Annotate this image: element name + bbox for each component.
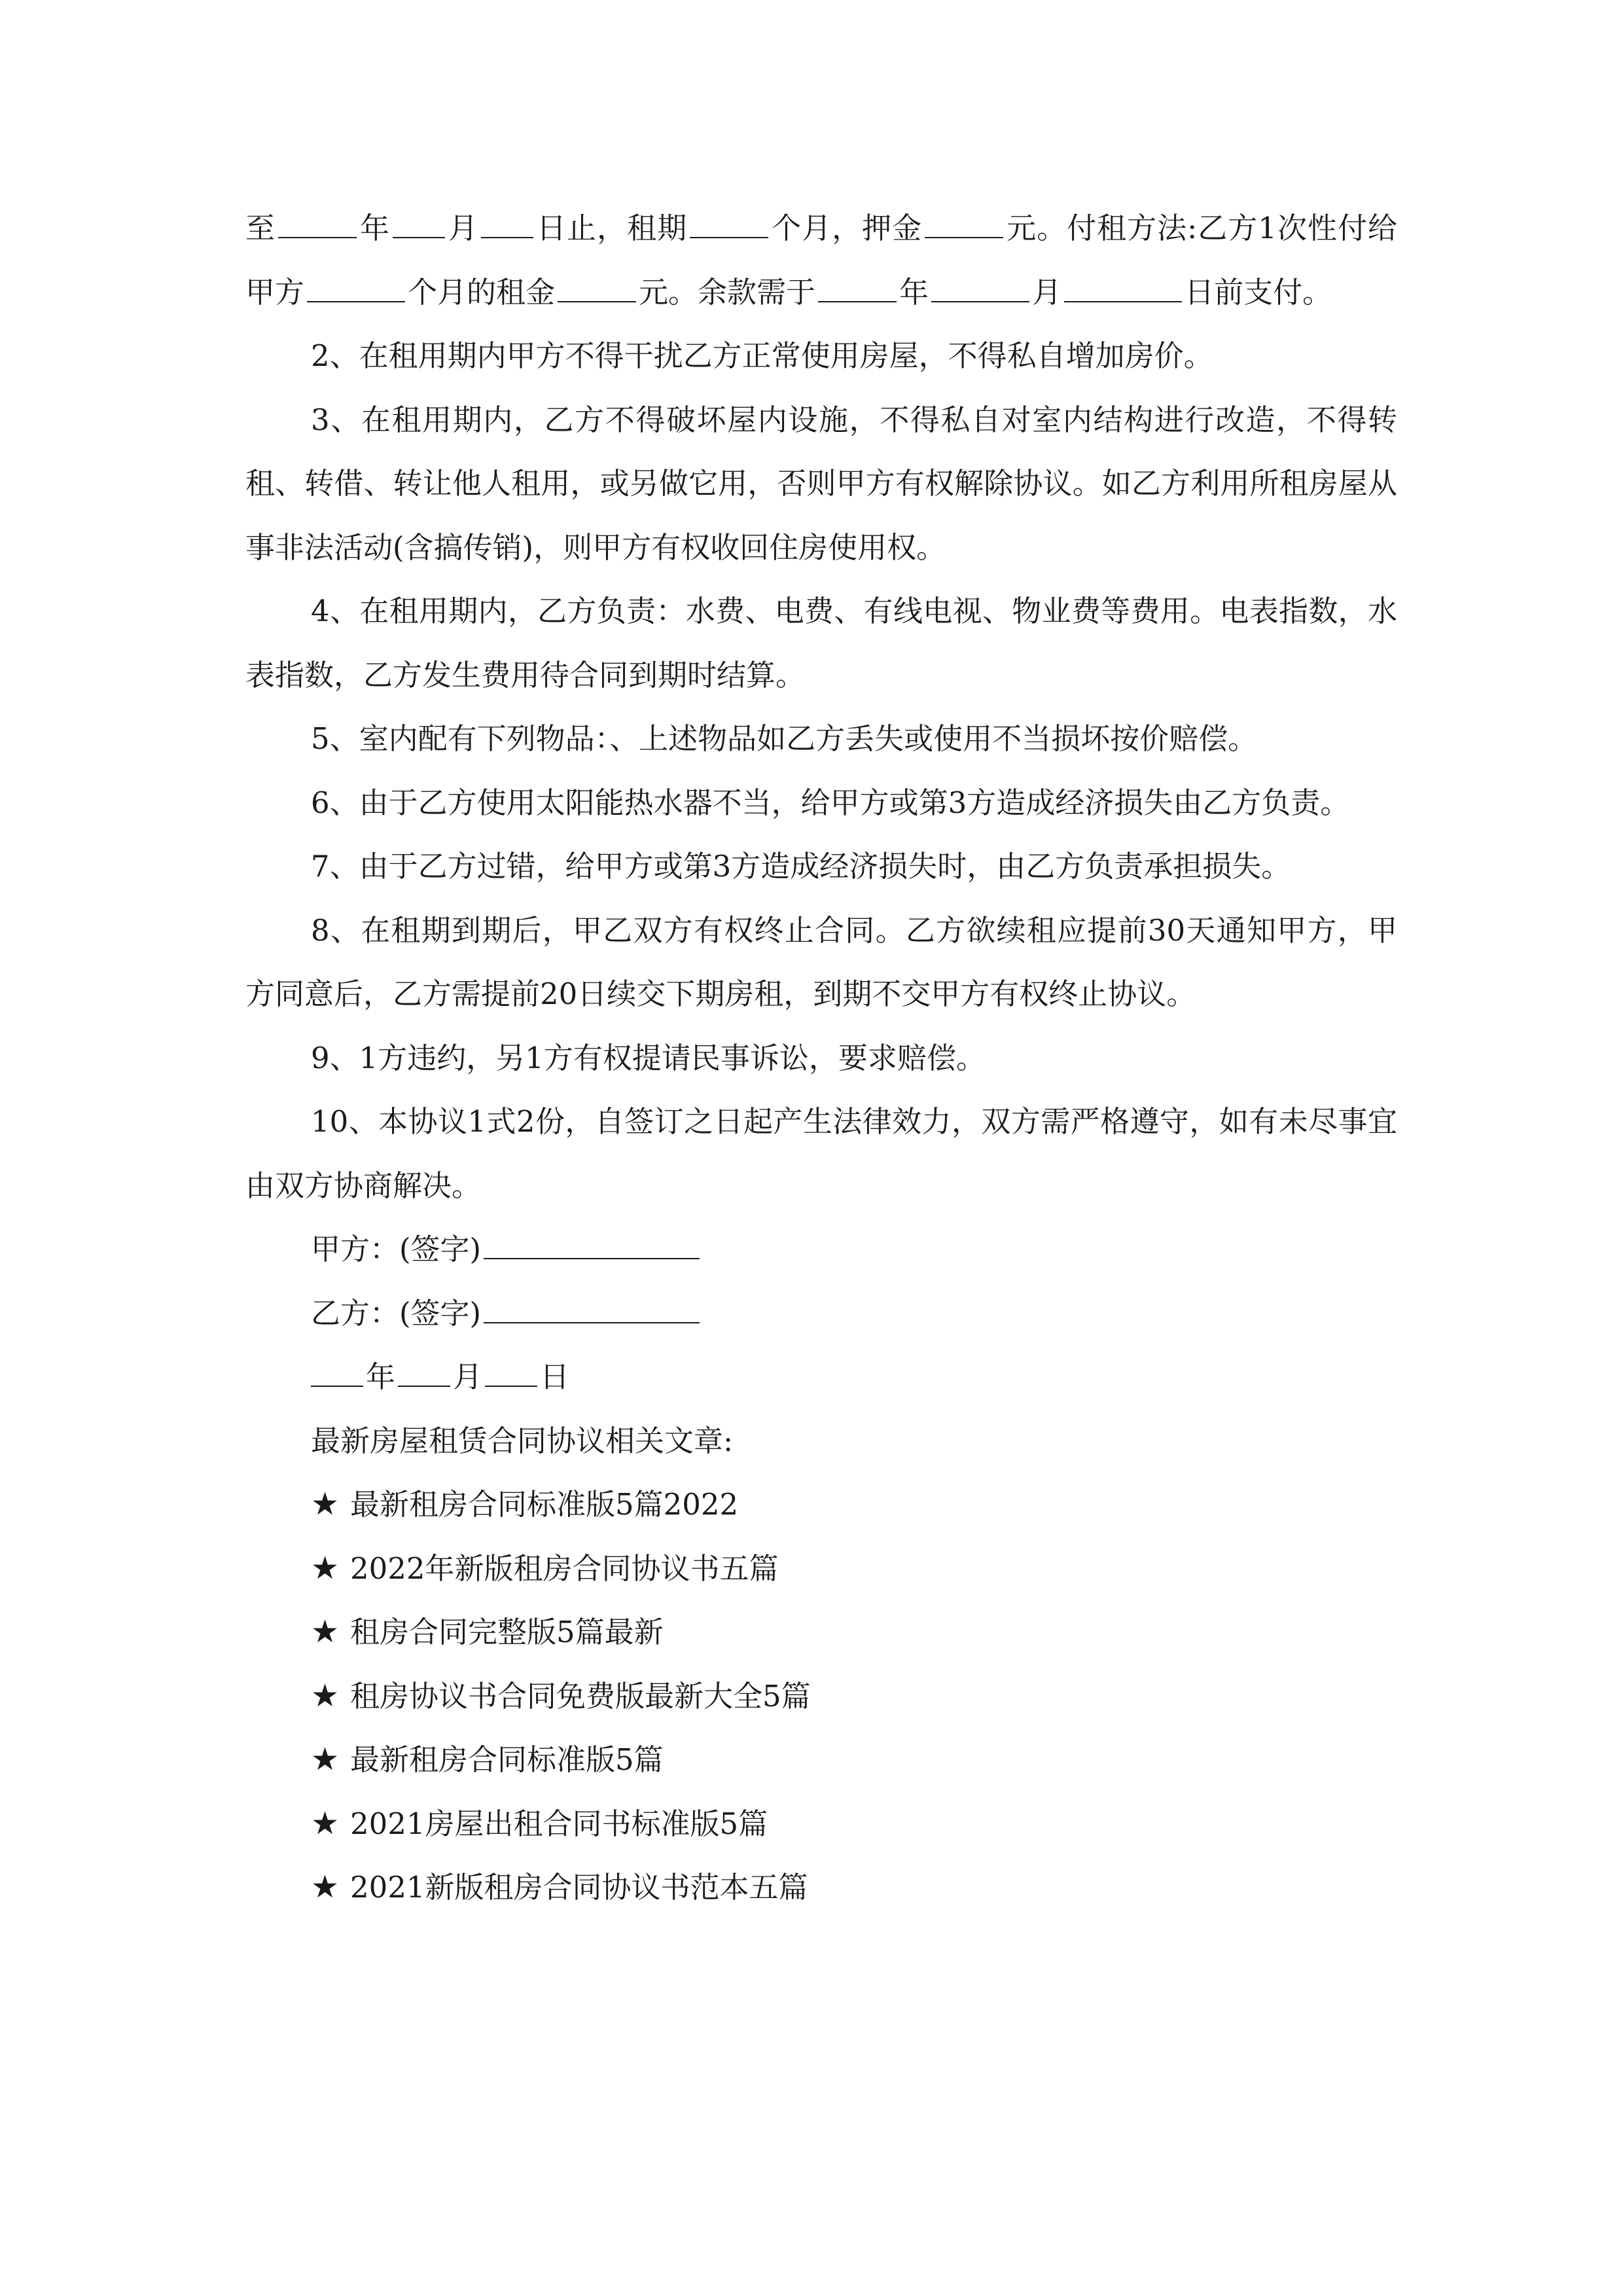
related-article-title[interactable]: 最新租房合同标准版5篇 — [350, 1742, 664, 1777]
text-segment: 个月的租金 — [408, 274, 556, 310]
related-article-link[interactable] — [245, 1537, 1397, 1601]
related-article-link[interactable] — [245, 1600, 1397, 1664]
year-blank — [278, 211, 357, 238]
related-articles-title: 最新房屋租赁合同协议相关文章: — [311, 1423, 734, 1458]
star-icon: ★ — [311, 1486, 340, 1522]
related-article-link[interactable] — [245, 1473, 1397, 1537]
clause-4: 4、在租用期内，乙方负责：水费、电费、有线电视、物业费等费用。电表指数，水表指数，乙方发生费用待合同到期时结算。 — [245, 594, 1397, 692]
party-b-signature — [245, 1282, 1397, 1346]
clause-3: 3、在租用期内，乙方不得破坏屋内设施，不得私自对室内结构进行改造，不得转租、转借、转让他人租用，或另做它用，否则甲方有权解除协议。如乙方利用所租房屋从事非法活动(含搞传销)，则甲方有权收回住房使用权。 — [245, 402, 1397, 565]
related-article-title[interactable]: 租房合同完整版5篇最新 — [350, 1615, 664, 1649]
party-a-signature — [245, 1217, 1397, 1282]
related-article-title[interactable]: 2022年新版租房合同协议书五篇 — [350, 1551, 779, 1586]
related-article-title[interactable]: 最新租房合同标准版5篇2022 — [350, 1487, 739, 1522]
party-a-signature-line — [484, 1232, 700, 1259]
lease-months-blank — [690, 211, 768, 238]
text-segment: 元。余款需于 — [639, 274, 816, 310]
date-year-blank — [311, 1359, 363, 1387]
text-segment: 至 — [245, 211, 276, 245]
party-a-label: 甲方：(签字) — [311, 1232, 482, 1266]
balance-day-blank — [1064, 275, 1182, 302]
clause-6: 6、由于乙方使用太阳能热水器不当，给甲方或第3方造成经济损失由乙方负责。 — [311, 785, 1350, 820]
text-segment: 日前支付。 — [1185, 274, 1332, 310]
date-month-label: 月 — [453, 1359, 483, 1394]
star-icon: ★ — [311, 1741, 340, 1778]
date-year-label: 年 — [366, 1359, 396, 1394]
clause-7: 7、由于乙方过错，给甲方或第3方造成经济损失时，由乙方负责承担损失。 — [311, 849, 1291, 884]
date-day-label: 日 — [540, 1359, 570, 1394]
party-b-label: 乙方：(签字) — [311, 1295, 482, 1331]
text-segment: 年 — [359, 211, 391, 245]
star-icon: ★ — [311, 1869, 340, 1905]
clause-9: 9、1方违约，另1方有权提请民事诉讼，要求赔偿。 — [311, 1040, 986, 1075]
text-segment: 元。付租方法:乙方1次性付给甲方 — [245, 211, 1397, 310]
star-icon: ★ — [311, 1549, 340, 1587]
related-article-link[interactable] — [245, 1728, 1397, 1792]
star-icon: ★ — [311, 1804, 340, 1842]
related-article-link[interactable] — [245, 1664, 1397, 1729]
clause-5: 5、室内配有下列物品：、上述物品如乙方丢失或使用不当损坏按价赔偿。 — [311, 721, 1258, 756]
rent-amount-blank — [558, 275, 636, 302]
clause-2: 2、在租用期内甲方不得干扰乙方正常使用房屋，不得私自增加房价。 — [311, 338, 1213, 373]
related-article-link[interactable] — [245, 1856, 1397, 1920]
star-icon: ★ — [311, 1677, 340, 1714]
star-icon: ★ — [311, 1613, 340, 1650]
text-segment: 月 — [1032, 274, 1062, 310]
date-month-blank — [398, 1359, 450, 1387]
clause-8: 8、在租期到期后，甲乙双方有权终止合同。乙方欲续租应提前30天通知甲方，甲方同意后，乙方需提前20日续交下期房租，到期不交甲方有权终止协议。 — [245, 912, 1397, 1011]
text-segment: 年 — [899, 274, 929, 310]
text-segment: 个月，押金 — [771, 211, 923, 245]
balance-year-blank — [818, 275, 897, 302]
party-b-signature-line — [484, 1296, 700, 1323]
date-day-blank — [485, 1359, 537, 1387]
rent-terms-paragraph — [245, 196, 1397, 324]
related-article-title[interactable]: 2021房屋出租合同书标准版5篇 — [350, 1806, 768, 1841]
text-segment: 日止，租期 — [536, 211, 688, 245]
signing-date — [245, 1345, 1397, 1409]
related-articles-list — [245, 1473, 1397, 1920]
related-article-title[interactable]: 租房协议书合同免费版最新大全5篇 — [350, 1678, 811, 1713]
paid-months-blank — [307, 275, 405, 302]
deposit-blank — [925, 211, 1003, 238]
document-page — [245, 196, 1397, 1920]
related-article-title[interactable]: 2021新版租房合同协议书范本五篇 — [350, 1870, 808, 1905]
text-segment: 月 — [448, 211, 479, 245]
month-blank — [393, 211, 445, 238]
clause-10: 10、本协议1式2份，自签订之日起产生法律效力，双方需严格遵守，如有未尽事宜由双方协商解决。 — [245, 1104, 1397, 1203]
related-article-link[interactable] — [245, 1792, 1397, 1856]
balance-month-blank — [931, 275, 1029, 302]
day-blank — [481, 211, 533, 238]
